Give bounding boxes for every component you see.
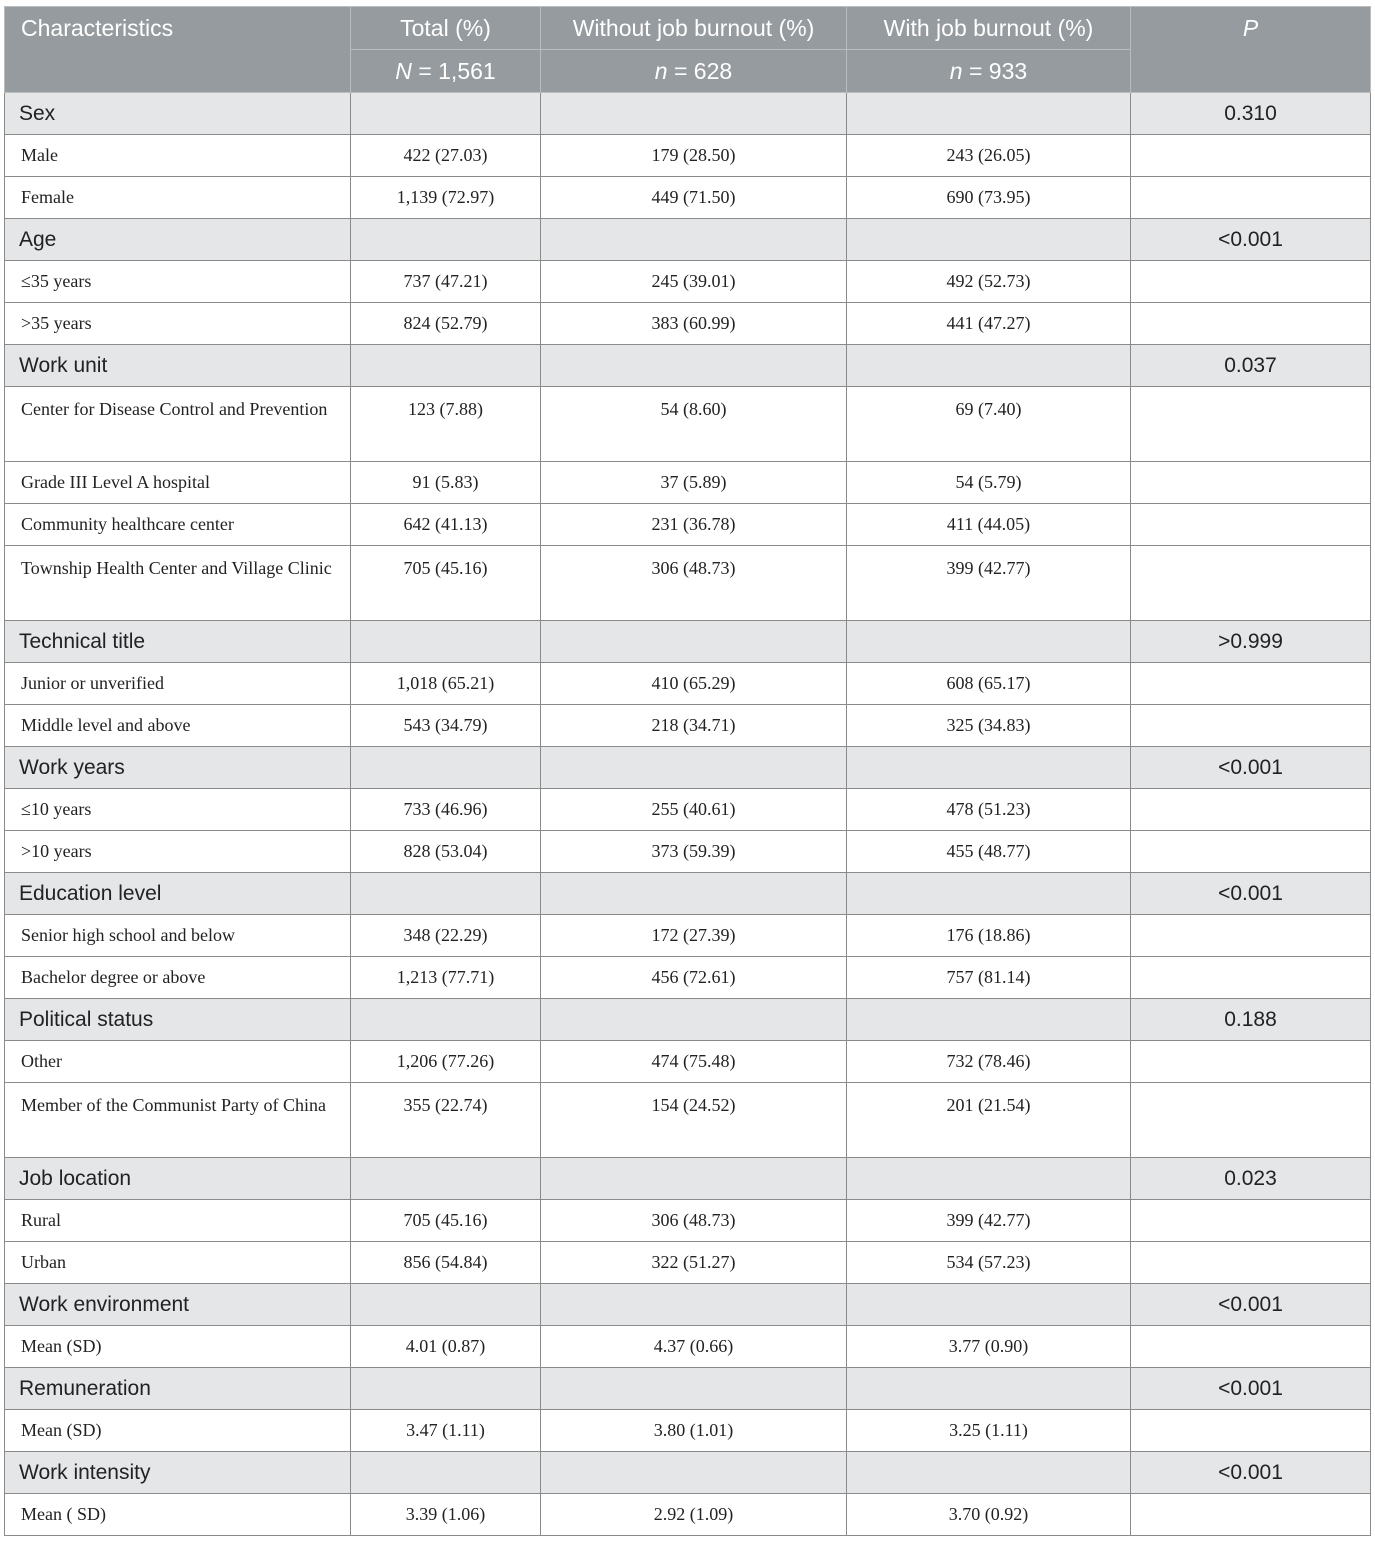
table-row	[5, 789, 1371, 831]
row-without-burnout: 255 (40.61)	[541, 789, 847, 831]
row-without-burnout: 322 (51.27)	[541, 1242, 847, 1284]
row-total: 856 (54.84)	[351, 1242, 541, 1284]
row-p-empty	[1131, 1083, 1371, 1158]
header-p-value: P	[1131, 7, 1371, 93]
row-total: 348 (22.29)	[351, 915, 541, 957]
row-without-burnout: 245 (39.01)	[541, 261, 847, 303]
row-with-burnout: 441 (47.27)	[847, 303, 1131, 345]
header-characteristics: Characteristics	[5, 7, 351, 93]
row-with-burnout: 757 (81.14)	[847, 957, 1131, 999]
category-p-value: 0.188	[1131, 999, 1371, 1041]
category-p-value: <0.001	[1131, 747, 1371, 789]
row-label: Junior or unverified	[5, 663, 351, 705]
category-with-empty	[847, 345, 1131, 387]
table-row	[5, 177, 1371, 219]
category-row	[5, 345, 1371, 387]
row-label: Middle level and above	[5, 705, 351, 747]
row-label: Mean ( SD)	[5, 1494, 351, 1536]
row-total: 733 (46.96)	[351, 789, 541, 831]
category-row	[5, 621, 1371, 663]
row-total: 3.39 (1.06)	[351, 1494, 541, 1536]
table-row	[5, 1326, 1371, 1368]
table-row	[5, 663, 1371, 705]
category-name: Technical title	[5, 621, 351, 663]
row-without-burnout: 54 (8.60)	[541, 387, 847, 462]
table-row	[5, 1041, 1371, 1083]
category-total-empty	[351, 1368, 541, 1410]
row-with-burnout: 3.70 (0.92)	[847, 1494, 1131, 1536]
category-row	[5, 999, 1371, 1041]
row-with-burnout: 732 (78.46)	[847, 1041, 1131, 1083]
table-row	[5, 1200, 1371, 1242]
row-with-burnout: 411 (44.05)	[847, 504, 1131, 546]
without-n-label: n	[654, 57, 668, 84]
row-without-burnout: 231 (36.78)	[541, 504, 847, 546]
row-label: Rural	[5, 1200, 351, 1242]
category-row	[5, 1452, 1371, 1494]
row-with-burnout: 54 (5.79)	[847, 462, 1131, 504]
category-total-empty	[351, 621, 541, 663]
row-p-empty	[1131, 705, 1371, 747]
header-with-n	[847, 50, 1131, 93]
category-total-empty	[351, 219, 541, 261]
row-with-burnout: 3.77 (0.90)	[847, 1326, 1131, 1368]
table-row	[5, 957, 1371, 999]
row-p-empty	[1131, 462, 1371, 504]
category-row	[5, 1368, 1371, 1410]
row-without-burnout: 218 (34.71)	[541, 705, 847, 747]
table-row	[5, 135, 1371, 177]
row-total: 123 (7.88)	[351, 387, 541, 462]
row-total: 1,139 (72.97)	[351, 177, 541, 219]
row-with-burnout: 176 (18.86)	[847, 915, 1131, 957]
row-p-empty	[1131, 261, 1371, 303]
category-row	[5, 873, 1371, 915]
row-without-burnout: 410 (65.29)	[541, 663, 847, 705]
row-label: >35 years	[5, 303, 351, 345]
table-row	[5, 261, 1371, 303]
category-name: Age	[5, 219, 351, 261]
row-label: Township Health Center and Village Clinic	[5, 546, 351, 621]
category-total-empty	[351, 93, 541, 135]
table-row	[5, 1083, 1371, 1158]
category-p-value: 0.023	[1131, 1158, 1371, 1200]
category-with-empty	[847, 93, 1131, 135]
category-name: Work environment	[5, 1284, 351, 1326]
row-with-burnout: 455 (48.77)	[847, 831, 1131, 873]
category-with-empty	[847, 1368, 1131, 1410]
row-label: ≤10 years	[5, 789, 351, 831]
header-without-burnout: Without job burnout (%)	[541, 7, 847, 50]
table-row	[5, 387, 1371, 462]
row-without-burnout: 3.80 (1.01)	[541, 1410, 847, 1452]
category-with-empty	[847, 999, 1131, 1041]
row-with-burnout: 3.25 (1.11)	[847, 1410, 1131, 1452]
row-without-burnout: 306 (48.73)	[541, 546, 847, 621]
row-p-empty	[1131, 915, 1371, 957]
category-name: Education level	[5, 873, 351, 915]
category-with-empty	[847, 621, 1131, 663]
row-p-empty	[1131, 303, 1371, 345]
row-with-burnout: 69 (7.40)	[847, 387, 1131, 462]
row-p-empty	[1131, 1326, 1371, 1368]
row-label: Senior high school and below	[5, 915, 351, 957]
header-total: Total (%)	[351, 7, 541, 50]
row-total: 828 (53.04)	[351, 831, 541, 873]
category-without-empty	[541, 345, 847, 387]
row-label: ≤35 years	[5, 261, 351, 303]
row-p-empty	[1131, 957, 1371, 999]
row-without-burnout: 154 (24.52)	[541, 1083, 847, 1158]
row-without-burnout: 179 (28.50)	[541, 135, 847, 177]
row-with-burnout: 690 (73.95)	[847, 177, 1131, 219]
row-total: 705 (45.16)	[351, 546, 541, 621]
row-without-burnout: 449 (71.50)	[541, 177, 847, 219]
category-with-empty	[847, 1284, 1131, 1326]
row-with-burnout: 478 (51.23)	[847, 789, 1131, 831]
table-row	[5, 546, 1371, 621]
with-n-label: n	[949, 57, 963, 84]
row-label: Grade III Level A hospital	[5, 462, 351, 504]
row-total: 642 (41.13)	[351, 504, 541, 546]
characteristics-table	[4, 6, 1371, 1536]
row-label: Male	[5, 135, 351, 177]
category-name: Work unit	[5, 345, 351, 387]
row-p-empty	[1131, 831, 1371, 873]
row-without-burnout: 2.92 (1.09)	[541, 1494, 847, 1536]
row-label: Member of the Communist Party of China	[5, 1083, 351, 1158]
row-without-burnout: 456 (72.61)	[541, 957, 847, 999]
table-row	[5, 1494, 1371, 1536]
row-without-burnout: 306 (48.73)	[541, 1200, 847, 1242]
category-name: Remuneration	[5, 1368, 351, 1410]
row-p-empty	[1131, 1200, 1371, 1242]
row-with-burnout: 243 (26.05)	[847, 135, 1131, 177]
category-name: Job location	[5, 1158, 351, 1200]
row-total: 1,206 (77.26)	[351, 1041, 541, 1083]
category-without-empty	[541, 93, 847, 135]
category-row	[5, 219, 1371, 261]
table-row	[5, 831, 1371, 873]
row-label: Other	[5, 1041, 351, 1083]
row-p-empty	[1131, 504, 1371, 546]
category-p-value: <0.001	[1131, 1368, 1371, 1410]
row-p-empty	[1131, 546, 1371, 621]
category-p-value: <0.001	[1131, 873, 1371, 915]
category-p-value: <0.001	[1131, 219, 1371, 261]
total-n-label: N	[395, 57, 412, 84]
row-without-burnout: 172 (27.39)	[541, 915, 847, 957]
category-with-empty	[847, 1452, 1131, 1494]
row-p-empty	[1131, 1242, 1371, 1284]
category-name: Political status	[5, 999, 351, 1041]
row-with-burnout: 325 (34.83)	[847, 705, 1131, 747]
row-label: Urban	[5, 1242, 351, 1284]
category-without-empty	[541, 1368, 847, 1410]
table-row	[5, 1242, 1371, 1284]
table-body	[5, 93, 1371, 1536]
row-without-burnout: 474 (75.48)	[541, 1041, 847, 1083]
row-p-empty	[1131, 387, 1371, 462]
row-label: Female	[5, 177, 351, 219]
category-total-empty	[351, 1158, 541, 1200]
row-label: >10 years	[5, 831, 351, 873]
row-with-burnout: 399 (42.77)	[847, 1200, 1131, 1242]
category-total-empty	[351, 747, 541, 789]
row-without-burnout: 37 (5.89)	[541, 462, 847, 504]
row-p-empty	[1131, 177, 1371, 219]
row-total: 3.47 (1.11)	[351, 1410, 541, 1452]
category-without-empty	[541, 621, 847, 663]
row-p-empty	[1131, 663, 1371, 705]
row-total: 543 (34.79)	[351, 705, 541, 747]
row-p-empty	[1131, 1410, 1371, 1452]
category-total-empty	[351, 345, 541, 387]
table-row	[5, 1410, 1371, 1452]
row-with-burnout: 201 (21.54)	[847, 1083, 1131, 1158]
category-without-empty	[541, 1158, 847, 1200]
header-with-burnout: With job burnout (%)	[847, 7, 1131, 50]
row-total: 737 (47.21)	[351, 261, 541, 303]
category-with-empty	[847, 1158, 1131, 1200]
category-p-value: >0.999	[1131, 621, 1371, 663]
without-n-value: = 628	[673, 57, 733, 84]
row-label: Mean (SD)	[5, 1410, 351, 1452]
category-row	[5, 1284, 1371, 1326]
row-total: 4.01 (0.87)	[351, 1326, 541, 1368]
with-n-value: = 933	[968, 57, 1028, 84]
table-row	[5, 462, 1371, 504]
category-row	[5, 93, 1371, 135]
category-total-empty	[351, 1452, 541, 1494]
header-without-n	[541, 50, 847, 93]
row-label: Center for Disease Control and Prevention	[5, 387, 351, 462]
category-p-value: 0.037	[1131, 345, 1371, 387]
category-without-empty	[541, 1284, 847, 1326]
category-without-empty	[541, 747, 847, 789]
category-p-value: <0.001	[1131, 1452, 1371, 1494]
category-with-empty	[847, 873, 1131, 915]
category-row	[5, 1158, 1371, 1200]
category-name: Sex	[5, 93, 351, 135]
row-p-empty	[1131, 135, 1371, 177]
row-label: Community healthcare center	[5, 504, 351, 546]
row-without-burnout: 373 (59.39)	[541, 831, 847, 873]
category-name: Work years	[5, 747, 351, 789]
row-without-burnout: 4.37 (0.66)	[541, 1326, 847, 1368]
table-header	[5, 7, 1371, 93]
category-without-empty	[541, 873, 847, 915]
row-label: Bachelor degree or above	[5, 957, 351, 999]
row-with-burnout: 399 (42.77)	[847, 546, 1131, 621]
category-without-empty	[541, 999, 847, 1041]
category-p-value: <0.001	[1131, 1284, 1371, 1326]
category-with-empty	[847, 747, 1131, 789]
table-row	[5, 504, 1371, 546]
row-total: 91 (5.83)	[351, 462, 541, 504]
row-total: 1,213 (77.71)	[351, 957, 541, 999]
category-with-empty	[847, 219, 1131, 261]
row-total: 1,018 (65.21)	[351, 663, 541, 705]
row-total: 824 (52.79)	[351, 303, 541, 345]
row-total: 422 (27.03)	[351, 135, 541, 177]
row-label: Mean (SD)	[5, 1326, 351, 1368]
row-p-empty	[1131, 1494, 1371, 1536]
category-p-value: 0.310	[1131, 93, 1371, 135]
row-total: 355 (22.74)	[351, 1083, 541, 1158]
table-row	[5, 705, 1371, 747]
row-p-empty	[1131, 1041, 1371, 1083]
category-row	[5, 747, 1371, 789]
category-without-empty	[541, 219, 847, 261]
category-without-empty	[541, 1452, 847, 1494]
category-total-empty	[351, 999, 541, 1041]
row-without-burnout: 383 (60.99)	[541, 303, 847, 345]
row-total: 705 (45.16)	[351, 1200, 541, 1242]
category-name: Work intensity	[5, 1452, 351, 1494]
row-with-burnout: 608 (65.17)	[847, 663, 1131, 705]
table-row	[5, 303, 1371, 345]
table-row	[5, 915, 1371, 957]
total-n-value: = 1,561	[418, 57, 496, 84]
row-p-empty	[1131, 789, 1371, 831]
row-with-burnout: 492 (52.73)	[847, 261, 1131, 303]
category-total-empty	[351, 873, 541, 915]
header-total-n	[351, 50, 541, 93]
row-with-burnout: 534 (57.23)	[847, 1242, 1131, 1284]
category-total-empty	[351, 1284, 541, 1326]
